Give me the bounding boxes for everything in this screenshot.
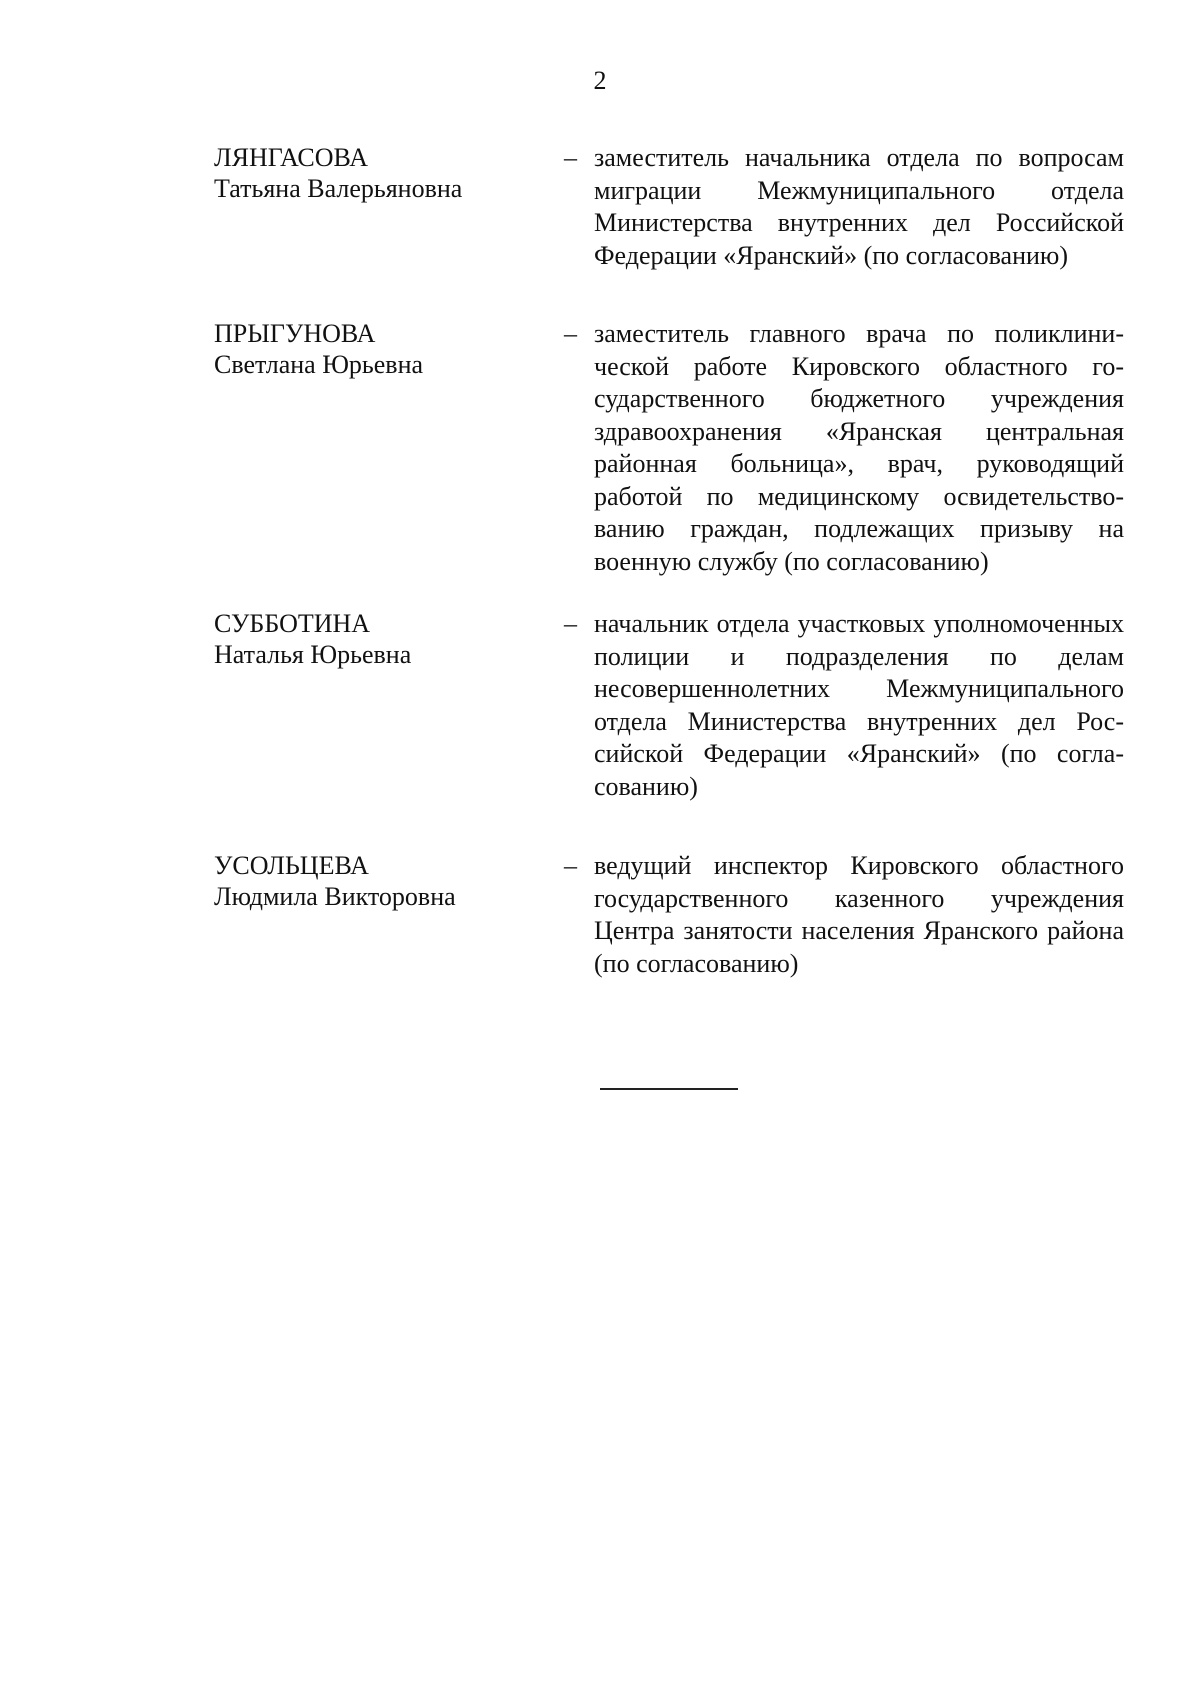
- member-surname: УСОЛЬЦЕВА: [214, 851, 369, 880]
- member-position: начальник отдела участковых уполномоченных полиции и подразделения по делам несовершеннолетних Межмуниципального отдела Министерства внутренних дел Российской Федерации «Яранский» (по согласованию): [594, 609, 1124, 801]
- member-surname: СУББОТИНА: [214, 609, 371, 638]
- separator-dash: –: [564, 851, 577, 880]
- member-name: [214, 142, 564, 272]
- member-position: заместитель начальника отдела по вопросам миграции Межмуниципального отдела Министерства внутренних дел Российской Федерации «Яранский» (по согласованию): [594, 143, 1124, 270]
- member-entry-4: [214, 850, 1124, 980]
- end-of-list-rule: [600, 1088, 738, 1090]
- member-name: [214, 608, 564, 804]
- separator-dash: –: [564, 143, 577, 172]
- member-surname: ЛЯНГАСОВА: [214, 143, 369, 172]
- member-entry-3: [214, 608, 1124, 804]
- member-name: [214, 318, 564, 562]
- member-given-names: Людмила Викторовна: [214, 882, 456, 911]
- member-given-names: Светлана Юрьевна: [214, 350, 424, 379]
- page-number: 2: [593, 66, 607, 95]
- member-name: [214, 850, 564, 980]
- member-entry-2: [214, 318, 1124, 576]
- member-position: заместитель главного врача по поликлинической работе Кировского областного государственного бюджетного учреждения здравоохранения «Яранская центральная районная больница», врач, руководящий работой по медицинскому освидетельствованию граждан, подлежащих призыву на военную службу (по согласованию): [594, 319, 1124, 576]
- member-surname: ПРЫГУНОВА: [214, 319, 376, 348]
- member-list: [214, 142, 1124, 980]
- member-position: ведущий инспектор Кировского областного государственного казенного учреждения Центра занятости населения Яранского района (по согласованию): [594, 851, 1124, 978]
- member-given-names: Наталья Юрьевна: [214, 640, 412, 669]
- member-entry-1: [214, 142, 1124, 272]
- separator-dash: –: [564, 319, 577, 348]
- separator-dash: –: [564, 609, 577, 638]
- member-given-names: Татьяна Валерьяновна: [214, 174, 463, 203]
